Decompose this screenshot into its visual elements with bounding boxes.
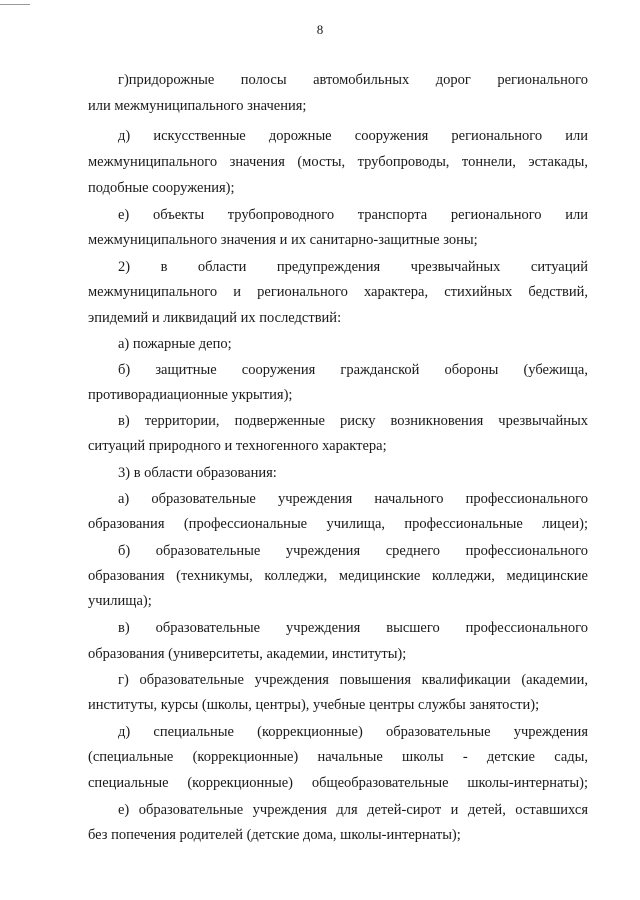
text-line: межмуниципального значения (мосты, трубопроводы, тоннели, эстакады, <box>88 154 588 170</box>
text-line: г) образовательные учреждения повышения квалификации (академии, <box>118 672 588 688</box>
text-line: а) пожарные депо; <box>118 336 232 352</box>
text-line: в) образовательные учреждения высшего профессионального <box>118 620 588 636</box>
text-line: межмуниципального значения и их санитарно-защитные зоны; <box>88 232 478 248</box>
text-line: образования (профессиональные училища, профессиональные лицеи); <box>88 516 588 532</box>
text-line: образования (университеты, академии, институты); <box>88 646 407 662</box>
text-line: д) специальные (коррекционные) образовательные учреждения <box>118 724 588 740</box>
text-line: а) образовательные учреждения начального профессионального <box>118 491 588 507</box>
text-line: г)придорожные полосы автомобильных дорог регионального <box>118 72 588 88</box>
text-line: училища); <box>88 593 152 609</box>
text-line: е) объекты трубопроводного транспорта регионального или <box>118 207 588 223</box>
text-line: в) территории, подверженные риску возникновения чрезвычайных <box>118 413 588 429</box>
text-line: б) образовательные учреждения среднего профессионального <box>118 543 588 559</box>
text-line: 2) в области предупреждения чрезвычайных ситуаций <box>118 259 588 275</box>
text-line: эпидемий и ликвидаций их последствий: <box>88 310 342 326</box>
text-line: межмуниципального и регионального характера, стихийных бедствий, <box>88 284 588 300</box>
text-line: ситуаций природного и техногенного характера; <box>88 438 387 454</box>
page-number: 8 <box>316 22 324 37</box>
text-line: институты, курсы (школы, центры), учебные центры службы занятости); <box>88 697 540 713</box>
scan-corner-mark <box>0 4 30 5</box>
text-line: д) искусственные дорожные сооружения регионального или <box>118 128 588 144</box>
text-line: или межмуниципального значения; <box>88 98 307 114</box>
text-line: (специальные (коррекционные) начальные школы - детские сады, <box>88 749 588 765</box>
text-line: б) защитные сооружения гражданской обороны (убежища, <box>118 362 588 378</box>
text-line: специальные (коррекционные) общеобразовательные школы-интернаты); <box>88 775 588 791</box>
text-line: 3) в области образования: <box>118 465 277 481</box>
text-line: подобные сооружения); <box>88 180 235 196</box>
text-line: е) образовательные учреждения для детей-сирот и детей, оставшихся <box>118 802 588 818</box>
text-line: без попечения родителей (детские дома, школы-интернаты); <box>88 827 461 843</box>
text-line: образования (техникумы, колледжи, медицинские колледжи, медицинские <box>88 568 588 584</box>
text-line: противорадиационные укрытия); <box>88 387 293 403</box>
